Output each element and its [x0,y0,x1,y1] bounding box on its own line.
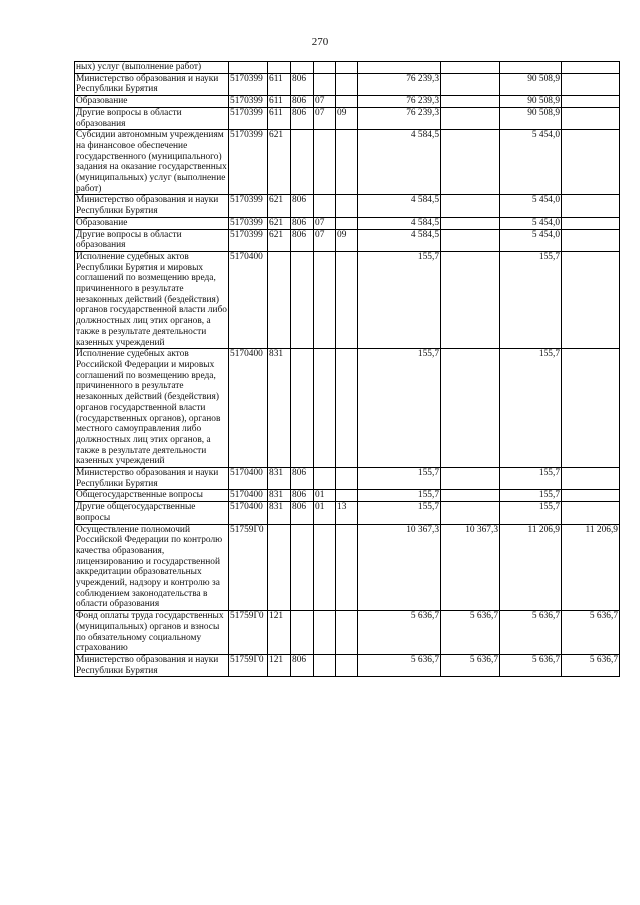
amount-2-cell [441,468,500,490]
expense-type-cell: 831 [268,349,291,468]
expense-type-cell [268,251,291,348]
table-row [75,62,620,74]
row-name-cell: Образование [75,96,229,108]
subsection-cell [336,251,358,348]
table-row [75,217,620,229]
row-name-cell: Фонд оплаты труда государственных (муниципальных) органов и взносы по обязательному социальному страхованию [75,611,229,655]
amount-2-cell [441,73,500,95]
ministry-code-cell [291,611,314,655]
subsection-cell [336,349,358,468]
target-article-cell: 5170400 [229,468,268,490]
amount-3-cell: 5 636,7 [500,611,562,655]
row-name-cell: Осуществление полномочий Российской Федерации по контролю качества образования, лицензированию и государственной аккредитации образовательных учреждений, надзору и контролю за соблюдением законодательства в области образования [75,524,229,611]
table-row [75,229,620,251]
table-row [75,468,620,490]
amount-1-cell: 10 367,3 [358,524,441,611]
table-row [75,195,620,217]
amount-1-cell: 4 584,5 [358,130,441,195]
expense-type-cell [268,524,291,611]
section-cell [314,524,336,611]
amount-4-cell: 5 636,7 [562,611,620,655]
amount-3-cell: 155,7 [500,490,562,502]
amount-2-cell [441,107,500,129]
expense-type-cell: 621 [268,229,291,251]
target-article-cell: 5170399 [229,217,268,229]
amount-3-cell: 155,7 [500,502,562,524]
amount-2-cell [441,195,500,217]
expense-type-cell: 621 [268,195,291,217]
row-name-cell: Исполнение судебных актов Российской Федерации и мировых соглашений по возмещению вреда, причиненного в результате незаконных действий (бездействия) органов государственной власти (государственных органов), органов местного самоуправления либо должностных лиц этих органов, а также в результате деятельности казенных учреждений [75,349,229,468]
row-name-cell: Другие общегосударственные вопросы [75,502,229,524]
row-name-cell: Министерство образования и науки Республики Бурятия [75,654,229,676]
amount-2-cell [441,229,500,251]
amount-4-cell: 11 206,9 [562,524,620,611]
target-article-cell: 5170399 [229,195,268,217]
target-article-cell: 5170400 [229,502,268,524]
amount-4-cell [562,107,620,129]
subsection-cell [336,195,358,217]
expense-type-cell: 611 [268,107,291,129]
table-row [75,502,620,524]
ministry-code-cell [291,349,314,468]
amount-2-cell [441,96,500,108]
table-row [75,524,620,611]
target-article-cell: 5170400 [229,490,268,502]
expense-type-cell: 831 [268,490,291,502]
row-name-cell: Исполнение судебных актов Республики Бурятия и мировых соглашений по возмещению вреда, причиненного в результате незаконных действий (бездействия) органов государственной власти либо должностных лиц этих органов, а также в результате деятельности казенных учреждений [76,251,227,348]
amount-2-cell [441,217,500,229]
amount-3-cell: 5 454,0 [500,195,562,217]
amount-2-cell [441,349,500,468]
subsection-cell [336,654,358,676]
target-article-cell: 5170400 [229,349,268,468]
amount-1-cell: 5 636,7 [358,654,441,676]
amount-3-cell: 90 508,9 [500,96,562,108]
amount-4-cell: 5 636,7 [562,654,620,676]
amount-4-cell [562,130,620,195]
amount-4-cell [562,73,620,95]
subsection-cell [336,96,358,108]
expense-type-cell: 611 [268,96,291,108]
table-row [75,96,620,108]
subsection-cell [336,217,358,229]
ministry-code-cell: 806 [291,490,314,502]
amount-4-cell [562,62,620,74]
table-row [75,73,620,95]
expense-type-cell: 831 [268,502,291,524]
table-row [75,654,620,676]
budget-table [74,61,620,677]
section-cell: 07 [314,229,336,251]
amount-3-cell: 155,7 [500,349,562,468]
amount-4-cell [562,229,620,251]
amount-1-cell: 155,7 [358,490,441,502]
amount-4-cell [562,96,620,108]
section-cell [314,130,336,195]
ministry-code-cell: 806 [291,107,314,129]
target-article-cell: 51759Г0 [229,524,268,611]
target-article-cell: 5170400 [229,251,268,348]
amount-4-cell [562,217,620,229]
row-name-cell: Общегосударственные вопросы [75,490,229,502]
amount-1-cell: 4 584,5 [358,195,441,217]
amount-2-cell: 10 367,3 [441,524,500,611]
ministry-code-cell [291,524,314,611]
amount-1-cell: 5 636,7 [358,611,441,655]
subsection-cell [336,611,358,655]
row-name-cell: Субсидии автономным учреждениям на финансовое обеспечение государственного (муниципального) задания на оказание государственных (муниципальных) услуг (выполнение работ) [76,130,227,194]
amount-1-cell [358,62,441,74]
section-cell: 07 [314,217,336,229]
amount-1-cell: 4 584,5 [358,229,441,251]
row-name-cell: Министерство образования и науки Республики Бурятия [75,195,229,217]
ministry-code-cell: 806 [291,96,314,108]
section-cell: 01 [314,490,336,502]
table-row [75,130,620,195]
target-article-cell: 5170399 [229,107,268,129]
table-row [75,349,620,468]
subsection-cell [336,468,358,490]
ministry-code-cell [291,130,314,195]
expense-type-cell [268,62,291,74]
amount-3-cell: 5 454,0 [500,229,562,251]
target-article-cell: 5170399 [229,130,268,195]
amount-1-cell: 4 584,5 [358,217,441,229]
amount-1-cell: 155,7 [358,349,441,468]
amount-3-cell: 5 454,0 [500,130,562,195]
ministry-code-cell: 806 [291,654,314,676]
subsection-cell: 13 [336,502,358,524]
amount-3-cell: 90 508,9 [500,73,562,95]
amount-4-cell [562,490,620,502]
amount-1-cell: 76 239,3 [358,107,441,129]
amount-4-cell [562,468,620,490]
section-cell: 07 [314,107,336,129]
amount-2-cell [441,251,500,348]
amount-4-cell [562,502,620,524]
section-cell: 01 [314,502,336,524]
amount-2-cell [441,62,500,74]
amount-2-cell [441,130,500,195]
row-name-cell: Образование [75,217,229,229]
ministry-code-cell: 806 [291,73,314,95]
target-article-cell: 5170399 [229,73,268,95]
subsection-cell: 09 [336,107,358,129]
amount-4-cell [562,251,620,348]
section-cell [314,611,336,655]
amount-4-cell [562,195,620,217]
row-name-cell: Другие вопросы в области образования [75,229,229,251]
amount-4-cell [562,349,620,468]
expense-type-cell: 831 [268,468,291,490]
ministry-code-cell: 806 [291,468,314,490]
amount-1-cell: 76 239,3 [358,96,441,108]
ministry-code-cell: 806 [291,229,314,251]
expense-type-cell: 621 [268,217,291,229]
ministry-code-cell [291,62,314,74]
table-body [75,62,620,677]
section-cell [314,349,336,468]
amount-2-cell: 5 636,7 [441,654,500,676]
amount-3-cell: 11 206,9 [500,524,562,611]
table-row [75,251,620,348]
amount-1-cell: 155,7 [358,251,441,348]
page-number: 270 [311,36,329,48]
row-name-cell: ных) услуг (выполнение работ) [75,62,229,74]
amount-2-cell: 5 636,7 [441,611,500,655]
ministry-code-cell: 806 [291,195,314,217]
expense-type-cell: 611 [268,73,291,95]
section-cell [314,251,336,348]
amount-3-cell: 90 508,9 [500,107,562,129]
target-article-cell: 5170399 [229,229,268,251]
amount-1-cell: 155,7 [358,468,441,490]
amount-3-cell: 155,7 [500,468,562,490]
subsection-cell [336,130,358,195]
subsection-cell [336,62,358,74]
target-article-cell: 51759Г0 [229,611,268,655]
amount-3-cell [500,62,562,74]
section-cell [314,468,336,490]
row-name-cell: Другие вопросы в области образования [75,107,229,129]
expense-type-cell: 121 [268,654,291,676]
table-row [75,490,620,502]
subsection-cell [336,73,358,95]
target-article-cell [229,62,268,74]
section-cell [314,654,336,676]
amount-3-cell: 5 636,7 [500,654,562,676]
amount-3-cell: 5 454,0 [500,217,562,229]
amount-1-cell: 155,7 [358,502,441,524]
subsection-cell [336,490,358,502]
ministry-code-cell: 806 [291,502,314,524]
row-name-cell: Министерство образования и науки Республики Бурятия [75,468,229,490]
amount-2-cell [441,502,500,524]
amount-2-cell [441,490,500,502]
section-cell [314,195,336,217]
section-cell: 07 [314,96,336,108]
section-cell [314,73,336,95]
row-name-cell: Министерство образования и науки Республики Бурятия [75,73,229,95]
expense-type-cell: 621 [268,130,291,195]
target-article-cell: 5170399 [229,96,268,108]
table-row [75,611,620,655]
target-article-cell: 51759Г0 [229,654,268,676]
section-cell [314,62,336,74]
table-row [75,107,620,129]
expense-type-cell: 121 [268,611,291,655]
ministry-code-cell [291,251,314,348]
amount-1-cell: 76 239,3 [358,73,441,95]
ministry-code-cell: 806 [291,217,314,229]
amount-3-cell: 155,7 [500,251,562,348]
subsection-cell: 09 [336,229,358,251]
subsection-cell [336,524,358,611]
